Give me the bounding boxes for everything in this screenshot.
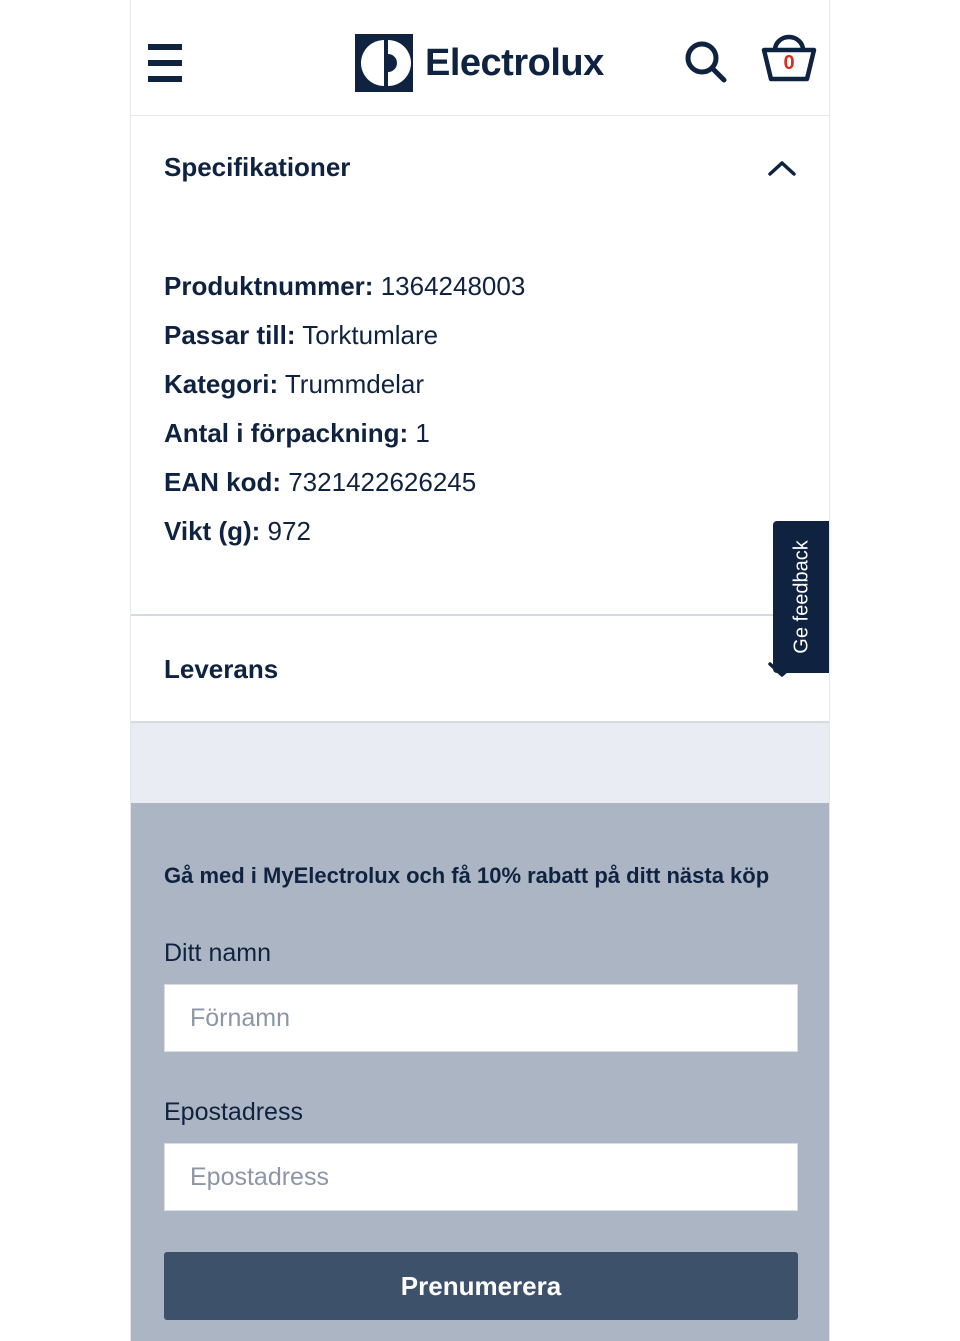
specifications-title: Specifikationer — [164, 152, 351, 182]
logo-wordmark: Electrolux — [425, 41, 604, 84]
basket-count-badge: 0 — [783, 52, 795, 74]
spec-label: Vikt (g): — [164, 516, 261, 546]
spacer-band — [131, 723, 830, 803]
spec-row-product-number — [164, 262, 764, 311]
electrolux-logo-mark-icon — [355, 34, 413, 92]
subscribe-button[interactable]: Prenumerera — [164, 1252, 798, 1320]
spec-label: EAN kod: — [164, 467, 281, 497]
spec-label: Kategori: — [164, 369, 279, 399]
hamburger-menu-icon[interactable] — [148, 44, 182, 82]
site-header — [131, 0, 830, 116]
spec-value: 1 — [408, 418, 430, 448]
delivery-title: Leverans — [164, 654, 279, 684]
email-field-label: Epostadress — [164, 1098, 303, 1126]
chevron-up-icon — [767, 158, 797, 178]
spec-row-fits — [164, 311, 764, 360]
spec-row-package-quantity — [164, 409, 764, 458]
spec-label: Produktnummer: — [164, 271, 374, 301]
shopping-basket-icon[interactable] — [761, 32, 817, 82]
spec-value: 1364248003 — [373, 271, 526, 301]
newsletter-signup — [131, 803, 830, 1341]
spec-label: Passar till: — [164, 320, 296, 350]
specifications-accordion-header[interactable] — [131, 116, 830, 226]
electrolux-logo[interactable] — [355, 33, 604, 93]
spec-value: 972 — [260, 516, 311, 546]
specifications-list — [164, 262, 764, 556]
email-input[interactable] — [164, 1143, 798, 1211]
spec-row-ean-code — [164, 458, 764, 507]
spec-value: Trummdelar — [278, 369, 425, 399]
spec-value: 7321422626245 — [281, 467, 477, 497]
name-field-label: Ditt namn — [164, 939, 271, 967]
newsletter-title: Gå med i MyElectrolux och få 10% rabatt på ditt nästa köp — [164, 863, 770, 888]
search-icon[interactable] — [684, 40, 728, 84]
first-name-input[interactable] — [164, 984, 798, 1052]
delivery-accordion-header[interactable] — [131, 616, 830, 722]
feedback-label: Ge feedback — [790, 540, 813, 654]
spec-label: Antal i förpackning: — [164, 418, 409, 448]
product-page — [130, 0, 830, 1341]
spec-row-category — [164, 360, 764, 409]
spec-value: Torktumlare — [295, 320, 439, 350]
feedback-tab[interactable] — [773, 521, 830, 673]
spec-row-weight — [164, 507, 764, 556]
